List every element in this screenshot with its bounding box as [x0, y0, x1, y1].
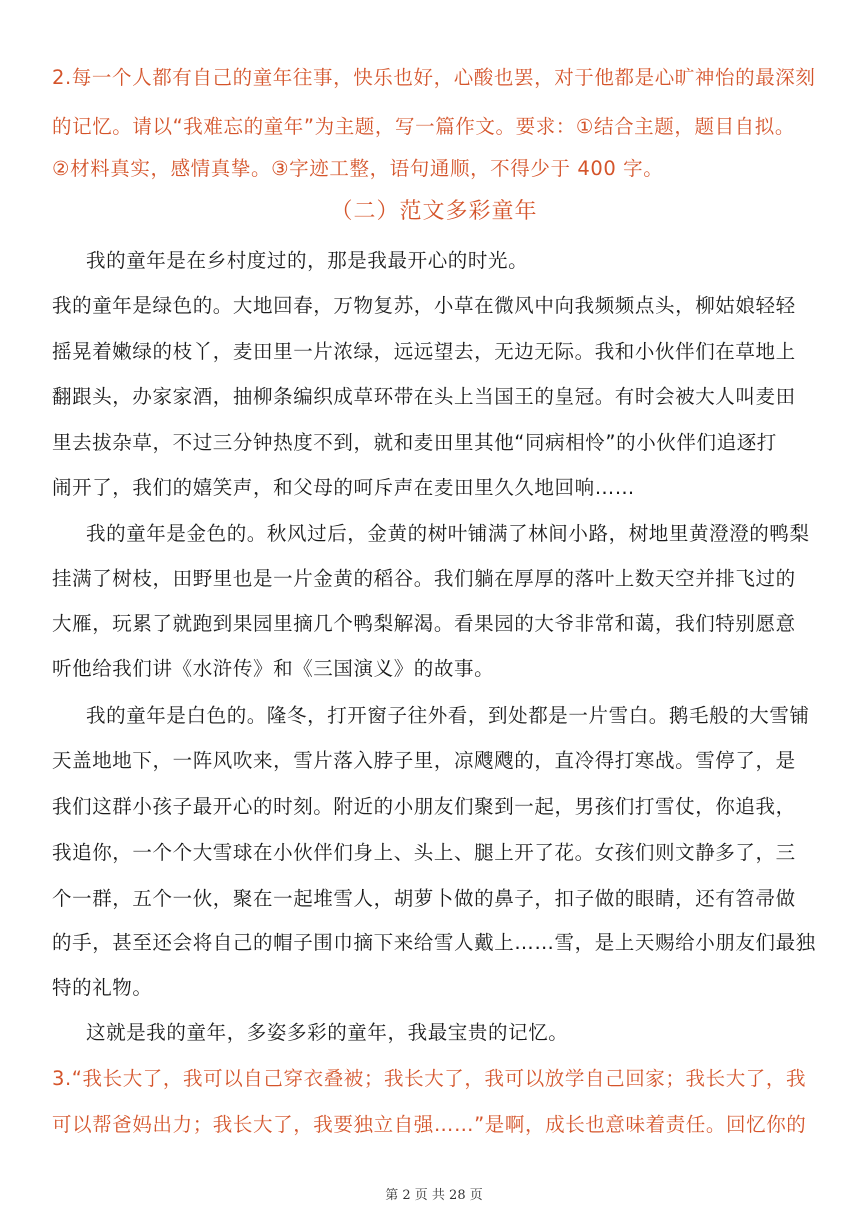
- essay-paragraph-2-line: 翻跟头，办家家酒，抽柳条编织成草环带在头上当国王的皇冠。有时会被大人叫麦田: [52, 385, 796, 408]
- essay-paragraph-1: 我的童年是在乡村度过的，那是我最开心的时光。: [86, 249, 529, 272]
- essay-paragraph-4-line: 我追你，一个个大雪球在小伙伴们身上、头上、腿上开了花。女孩们则文静多了，三: [52, 841, 796, 864]
- essay-paragraph-2-line: 闹开了，我们的嬉笑声，和父母的呵斥声在麦田里久久地回响……: [52, 476, 635, 499]
- question-2-line-3: ②材料真实，感情真挚。③字迹工整，语句通顺，不得少于 400 字。: [52, 157, 664, 180]
- essay-paragraph-4-line: 我们这群小孩子最开心的时刻。附近的小朋友们聚到一起，男孩们打雪仗，你追我，: [52, 795, 796, 818]
- essay-title: （二）范文多彩童年: [330, 199, 538, 224]
- essay-paragraph-3-line: 挂满了树枝，田野里也是一片金黄的稻谷。我们躺在厚厚的落叶上数天空并排飞过的: [52, 567, 796, 590]
- essay-paragraph-4-line: 特的礼物。: [52, 976, 153, 999]
- question-2-line-1: 2.每一个人都有自己的童年往事，快乐也好，心酸也罢，对于他都是心旷神怡的最深刻: [52, 66, 816, 89]
- essay-paragraph-4-line: 的手，甚至还会将自己的帽子围巾摘下来给雪人戴上……雪，是上天赐给小朋友们最独: [52, 931, 816, 954]
- essay-paragraph-2-line: 摇晃着嫩绿的枝丫，麦田里一片浓绿，远远望去，无边无际。我和小伙伴们在草地上: [52, 340, 796, 363]
- essay-paragraph-3-line: 听他给我们讲《水浒传》和《三国演义》的故事。: [52, 657, 495, 680]
- essay-paragraph-4-line: 天盖地地下，一阵风吹来，雪片落入脖子里，凉飕飕的，直冷得打寒战。雪停了，是: [52, 749, 796, 772]
- essay-paragraph-2-line: 里去拔杂草，不过三分钟热度不到，就和麦田里其他“同病相怜”的小伙伴们追逐打: [52, 431, 777, 454]
- essay-paragraph-5: 这就是我的童年，多姿多彩的童年，我最宝贵的记忆。: [86, 1021, 569, 1044]
- question-2-line-2: 的记忆。请以“我难忘的童年”为主题，写一篇作文。要求：①结合主题，题目自拟。: [52, 115, 795, 138]
- essay-paragraph-3-line: 大雁，玩累了就跑到果园里摘几个鸭梨解渴。看果园的大爷非常和蔼，我们特别愿意: [52, 612, 796, 635]
- question-3-line-1: 3.“我长大了，我可以自己穿衣叠被；我长大了，我可以放学自己回家；我长大了，我: [52, 1067, 807, 1090]
- essay-paragraph-2-line: 我的童年是绿色的。大地回春，万物复苏，小草在微风中向我频频点头，柳姑娘轻轻: [52, 294, 796, 317]
- essay-paragraph-4-line: 我的童年是白色的。隆冬，打开窗子往外看，到处都是一片雪白。鹅毛般的大雪铺: [86, 704, 810, 727]
- essay-paragraph-3-line: 我的童年是金色的。秋风过后，金黄的树叶铺满了林间小路，树地里黄澄澄的鸭梨: [86, 522, 810, 545]
- question-3-line-2: 可以帮爸妈出力；我长大了，我要独立自强……”是啊，成长也意味着责任。回忆你的: [52, 1113, 807, 1136]
- essay-paragraph-4-line: 个一群，五个一伙，聚在一起堆雪人，胡萝卜做的鼻子，扣子做的眼睛，还有笤帚做: [52, 887, 796, 910]
- page-number-footer: 第 2 页 共 28 页: [385, 1188, 483, 1203]
